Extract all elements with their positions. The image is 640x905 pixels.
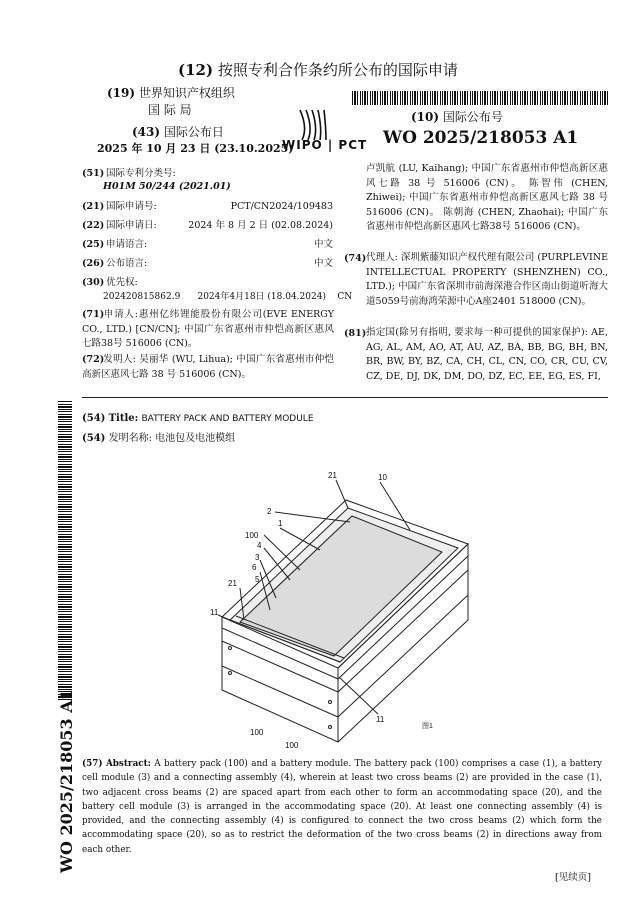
appno-value: PCT/CN2024/109483 [230, 201, 333, 212]
appdate-value: 2024 年 8 月 2 日 (02.08.2024) [188, 220, 333, 231]
label-100-bottom: 100 [285, 741, 299, 750]
barcode-top [352, 91, 608, 105]
field-26: (26) 公布语言: [82, 258, 148, 269]
field-81-num: (81) [344, 328, 367, 339]
field-30: (30) 优先权: [82, 277, 138, 288]
label-100-mid: 100 [250, 728, 264, 737]
designated-states: 指定国(除另有指明, 要求每一种可提供的国家保护): AE, AG, AL, AM, AO, AT, AU, AZ, BA, BB, BG, BH, BN, BR, BW, BY, BZ, CA, CH, CL, CN, CO, CR, CU, CV, CZ, DE, DJ, DK, DM, DO, DZ, EC, EE, EG, ES, FI, [366, 327, 608, 382]
field-25: (25) 申请语言: [82, 239, 148, 250]
org-name: (19) 世界知识产权组织 [107, 86, 235, 100]
field-51: (51) 国际专利分类号: [82, 168, 176, 179]
label-5: 5 [255, 575, 260, 584]
label-3: 3 [255, 553, 260, 562]
filing-language-value: 中文 [313, 239, 333, 250]
priority-value: 202420815862.9 2024年4月18日 (18.04.2024) CN [103, 292, 353, 302]
inventors-continued: 卢凯航 (LU, Kaihang); 中国广东省惠州市仲恺高新区惠风七路 38 号 516006 (CN)。 陈智伟 (CHEN, Zhiwei); 中国广东省惠州市仲恺高新区惠风七路 38 号 516006 (CN)。 陈朝海 (CHEN, Zhaohai); 中国广东省惠州市仲恺高新区惠风七路38号 516006 (CN)。 [366, 163, 608, 233]
pub-language-value: 中文 [313, 258, 333, 269]
pubdate-value: 2025 年 10 月 23 日 (23.10.2025) [97, 142, 294, 155]
pubno-label: (10) 国际公布号 [411, 110, 503, 124]
ipc-value: H01M 50/244 (2021.01) [103, 181, 231, 192]
agent: 代理人: 深圳紫藤知识产权代理有限公司 (PURPLEVINE INTELLECTUAL PROPERTY (SHENZHEN) CO., LTD.); 中国广东省深圳市前海深港合作区南山街道听海大道5059号前海鸿荣源中心A座2401 518000 (CN)。 [366, 252, 608, 307]
label-21-left: 21 [228, 579, 237, 588]
wipo-logo-text: WIPO | PCT [282, 138, 368, 152]
label-11-right: 11 [376, 715, 385, 724]
abstract: (57) Abstract: A battery pack (100) and a battery module. The battery pack (100) comprises a case (1), a battery cell module (3) and a connecting assembly (4), wherein at least two cross beams (2) are provided in the case (1), two adjacent cross beams (2) are spaced apart from each other to form an accommodating space (20), and the battery cell module (3) is arranged in the accommodating space (20). At least one connecting assembly (4) is provided, and the connecting assembly (4) is configured to connect the two cross beams (2) which form the accommodating space (20), so as to restrict the deformation of the two cross beams (2) in directions away from each other. [82, 759, 602, 855]
field-22: (22) 国际申请日: [82, 220, 157, 231]
figure-caption: 图1 [422, 723, 433, 730]
label-1: 1 [278, 519, 283, 528]
label-10: 10 [378, 473, 387, 482]
pubno-value: WO 2025/218053 A1 [383, 128, 579, 148]
label-11-left: 11 [210, 608, 219, 617]
label-2: 2 [267, 507, 272, 516]
figure-battery-pack [200, 470, 500, 760]
divider [82, 397, 608, 398]
side-pub-number: WO 2025/218053 A1 [57, 689, 76, 873]
continued-note: [见续页] [555, 872, 591, 883]
barcode-side [58, 400, 72, 700]
doc-title: (12) 按照专利合作条约所公布的国际申请 [178, 61, 458, 79]
title-zh: (54) 发明名称: 电池包及电池模组 [82, 433, 236, 444]
pubdate-label: (43) 国际公布日 [132, 125, 224, 139]
title-en: (54) Title: BATTERY PACK AND BATTERY MODULE [82, 413, 314, 424]
field-72: (72)发明人: 吴丽华 (WU, Lihua); 中国广东省惠州市仲恺高新区惠风七路 38 号 516006 (CN)。 [82, 354, 334, 380]
label-21-top: 21 [328, 471, 337, 480]
label-4: 4 [257, 541, 262, 550]
field-74-num: (74) [344, 253, 367, 264]
label-100-top: 100 [245, 531, 259, 540]
label-6: 6 [252, 563, 257, 572]
org-sub: 国 际 局 [148, 103, 192, 117]
field-71: (71)申请人:惠州亿纬锂能股份有限公司(EVE ENERGY CO., LTD.) [CN/CN]; 中国广东省惠州市仲恺高新区惠风七路38号 516006 (CN)。 [82, 309, 334, 350]
field-21: (21) 国际申请号: [82, 201, 157, 212]
